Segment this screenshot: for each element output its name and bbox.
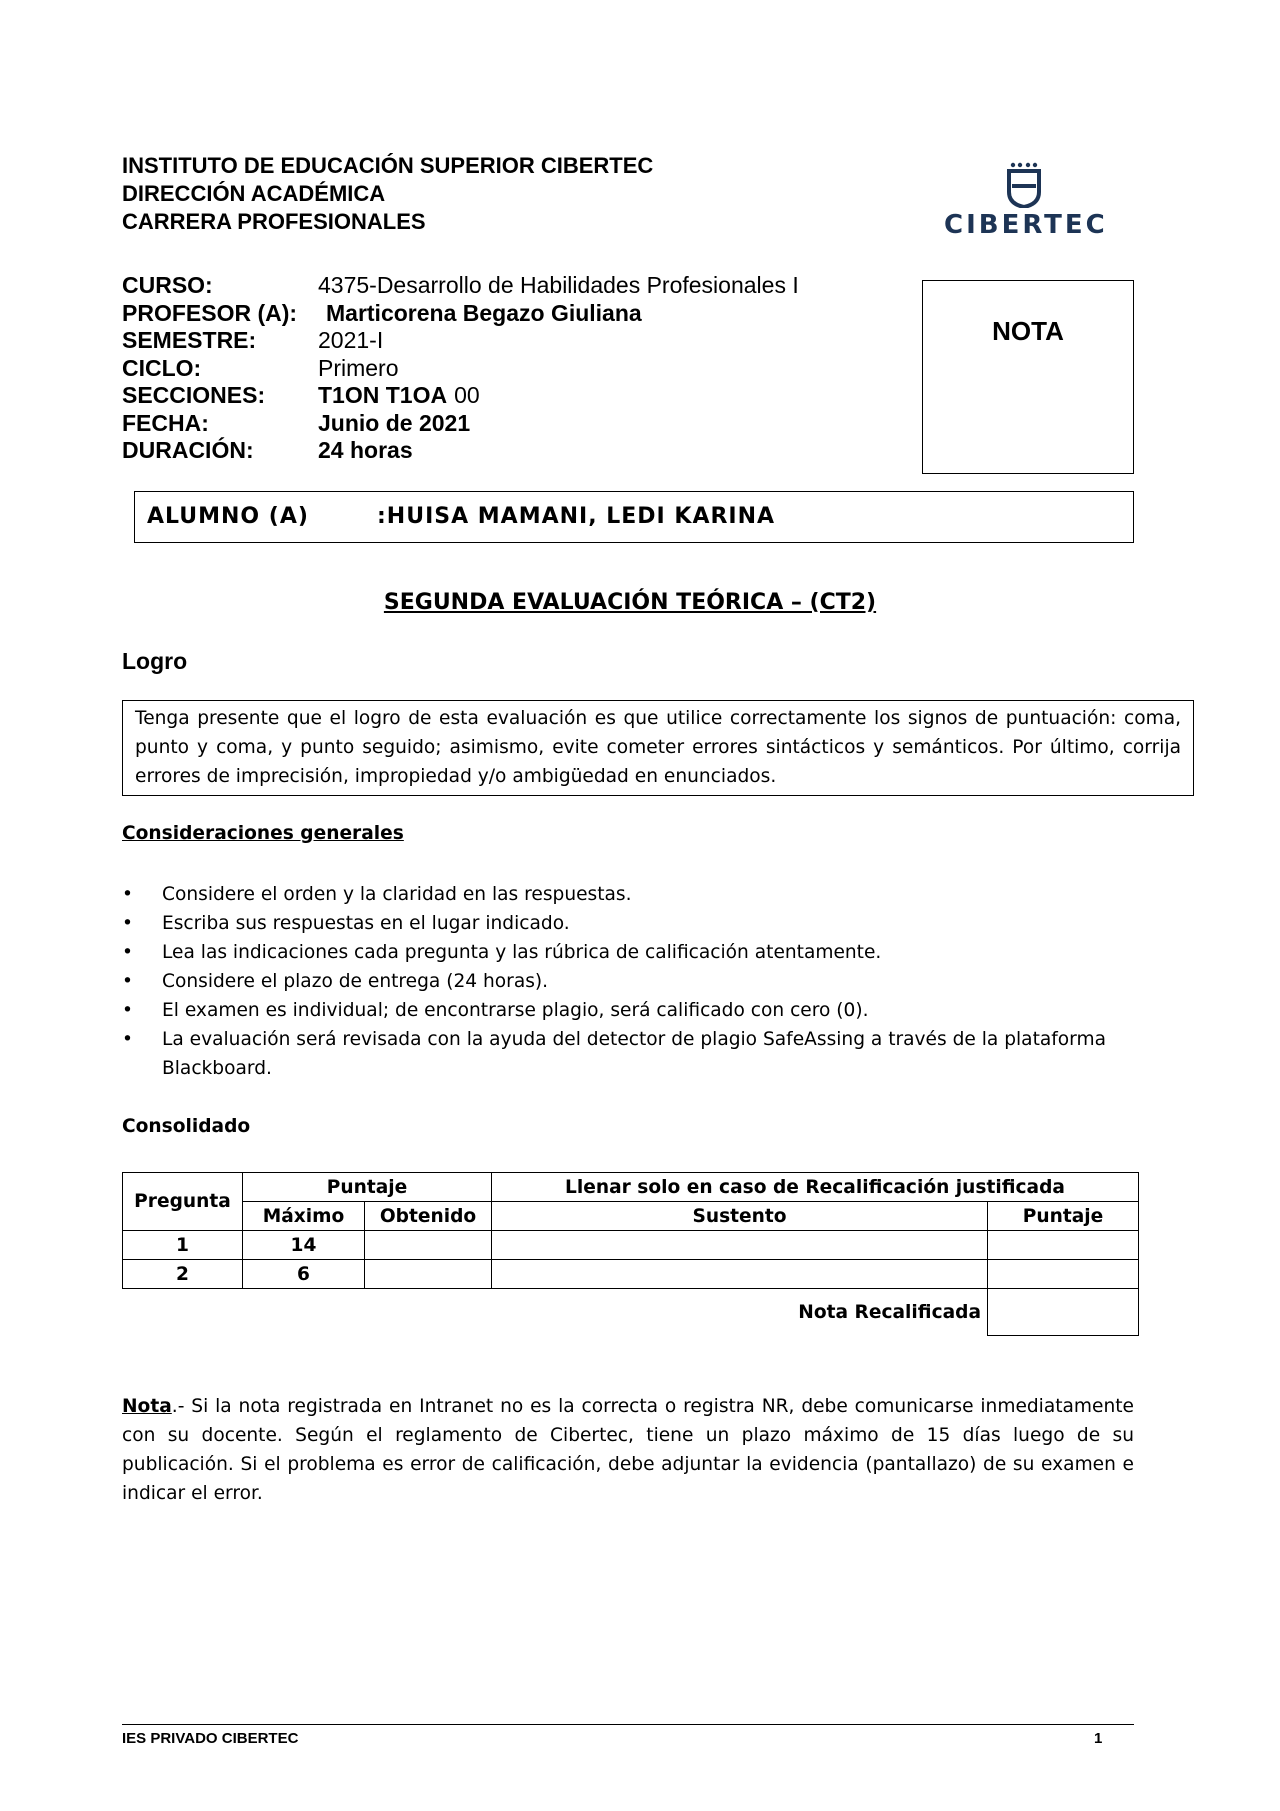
header-sustento: Sustento [492, 1202, 988, 1231]
grade-box-label: NOTA [992, 316, 1064, 346]
institution-name: INSTITUTO DE EDUCACIÓN SUPERIOR CIBERTEC [122, 153, 654, 178]
student-label: ALUMNO (A) [147, 504, 309, 529]
bullet-icon: • [122, 971, 133, 992]
recalified-row [123, 1289, 1139, 1336]
curso-value: 4375-Desarrollo de Habilidades Profesionales I [318, 272, 799, 298]
table-subheader-row [123, 1202, 1139, 1231]
institution-header [122, 152, 653, 236]
bullet-icon: • [122, 913, 133, 934]
profesor-value: Marticorena Begazo Giuliana [326, 299, 642, 326]
list-item: • Lea las indicaciones cada pregunta y las rúbrica de calificación atentamente. [122, 938, 1134, 967]
table-header-row [123, 1173, 1139, 1202]
logo-wordmark: CIBERTEC [944, 210, 1108, 240]
curso-label: CURSO: [122, 272, 213, 298]
footer-divider [122, 1724, 1134, 1725]
duracion-value: 24 horas [318, 437, 413, 463]
cell-sustento[interactable] [492, 1231, 988, 1260]
table-row [123, 1231, 1139, 1260]
cell-maximo: 14 [243, 1231, 365, 1260]
secciones-label: SECCIONES: [122, 382, 266, 408]
list-item: • La evaluación será revisada con la ayuda del detector de plagio SafeAssing a través de la plataforma Blackboard. [122, 1025, 1134, 1083]
considerations-heading: Consideraciones generales [122, 823, 404, 844]
note-text: .- Si la nota registrada en Intranet no es la correcta o registra NR, debe comunicarse inmediatamente con su docente. Según el reglamento de Cibertec, tiene un plazo máximo de 15 días luego de su publicación. Si el problema es error de calificación, debe adjuntar la evidencia (pantallazo) de su examen e indicar el error. [122, 1396, 1134, 1504]
logro-text: Tenga presente que el logro de esta evaluación es que utilice correctamente los signos de puntuación: coma, punto y coma, y punto seguido; asimismo, evite cometer errores sintácticos y semánticos. Por último, corrija errores de imprecisión, impropiedad y/o ambigüedad en enunciados. [135, 708, 1181, 787]
table-row [123, 1260, 1139, 1289]
list-item: • Considere el plazo de entrega (24 horas). [122, 967, 1134, 996]
cell-maximo: 6 [243, 1260, 365, 1289]
page-number: 1 [1094, 1730, 1103, 1747]
ciclo-value: Primero [318, 354, 399, 381]
header-puntaje: Puntaje [243, 1173, 492, 1202]
note-paragraph [122, 1392, 1134, 1508]
fecha-label: FECHA: [122, 409, 209, 436]
semestre-value: 2021-I [318, 327, 384, 353]
header-puntaje-recal: Puntaje [988, 1202, 1139, 1231]
consolidated-heading: Consolidado [122, 1116, 251, 1137]
header-pregunta: Pregunta [123, 1173, 243, 1231]
consolidated-table [122, 1172, 1139, 1336]
career-line: CARRERA PROFESIONALES [122, 209, 426, 234]
bullet-icon: • [122, 884, 133, 905]
bullet-icon: • [122, 1029, 133, 1050]
recalified-value-cell[interactable] [988, 1289, 1139, 1336]
cell-obtenido[interactable] [365, 1260, 492, 1289]
secciones-extra: 00 [454, 382, 480, 408]
list-item: • Considere el orden y la claridad en las respuestas. [122, 880, 1134, 909]
student-box [134, 491, 1134, 543]
course-info [122, 272, 799, 465]
cell-puntaje[interactable] [988, 1260, 1139, 1289]
note-label: Nota [122, 1396, 172, 1417]
cell-pregunta: 1 [123, 1231, 243, 1260]
profesor-label: PROFESOR (A): [122, 299, 298, 326]
header-recalificacion: Llenar solo en caso de Recalificación justificada [492, 1173, 1139, 1202]
cibertec-logo [944, 162, 1108, 240]
cell-sustento[interactable] [492, 1260, 988, 1289]
bullet-icon: • [122, 1000, 133, 1021]
considerations-list [122, 880, 1134, 1083]
cell-puntaje[interactable] [988, 1231, 1139, 1260]
academic-direction: DIRECCIÓN ACADÉMICA [122, 181, 386, 206]
header-maximo: Máximo [243, 1202, 365, 1231]
fecha-value: Junio de 2021 [318, 409, 471, 436]
list-item: • El examen es individual; de encontrarse plagio, será calificado con cero (0). [122, 996, 1134, 1025]
ciclo-label: CICLO: [122, 354, 202, 381]
footer-institution: IES PRIVADO CIBERTEC [122, 1730, 299, 1747]
logro-box [122, 700, 1194, 796]
recalified-label: Nota Recalificada [798, 1301, 981, 1323]
exam-title: SEGUNDA EVALUACIÓN TEÓRICA – (CT2) [383, 590, 877, 615]
duracion-label: DURACIÓN: [122, 437, 254, 463]
cell-obtenido[interactable] [365, 1231, 492, 1260]
crest-icon [1004, 162, 1044, 208]
header-obtenido: Obtenido [365, 1202, 492, 1231]
student-name: :HUISA MAMANI, LEDI KARINA [377, 504, 776, 529]
secciones-value: T1ON T1OA [318, 382, 448, 408]
grade-box [922, 280, 1134, 474]
list-item: • Escriba sus respuestas en el lugar indicado. [122, 909, 1134, 938]
semestre-label: SEMESTRE: [122, 327, 257, 353]
cell-pregunta: 2 [123, 1260, 243, 1289]
logro-heading: Logro [122, 648, 188, 674]
bullet-icon: • [122, 942, 133, 963]
